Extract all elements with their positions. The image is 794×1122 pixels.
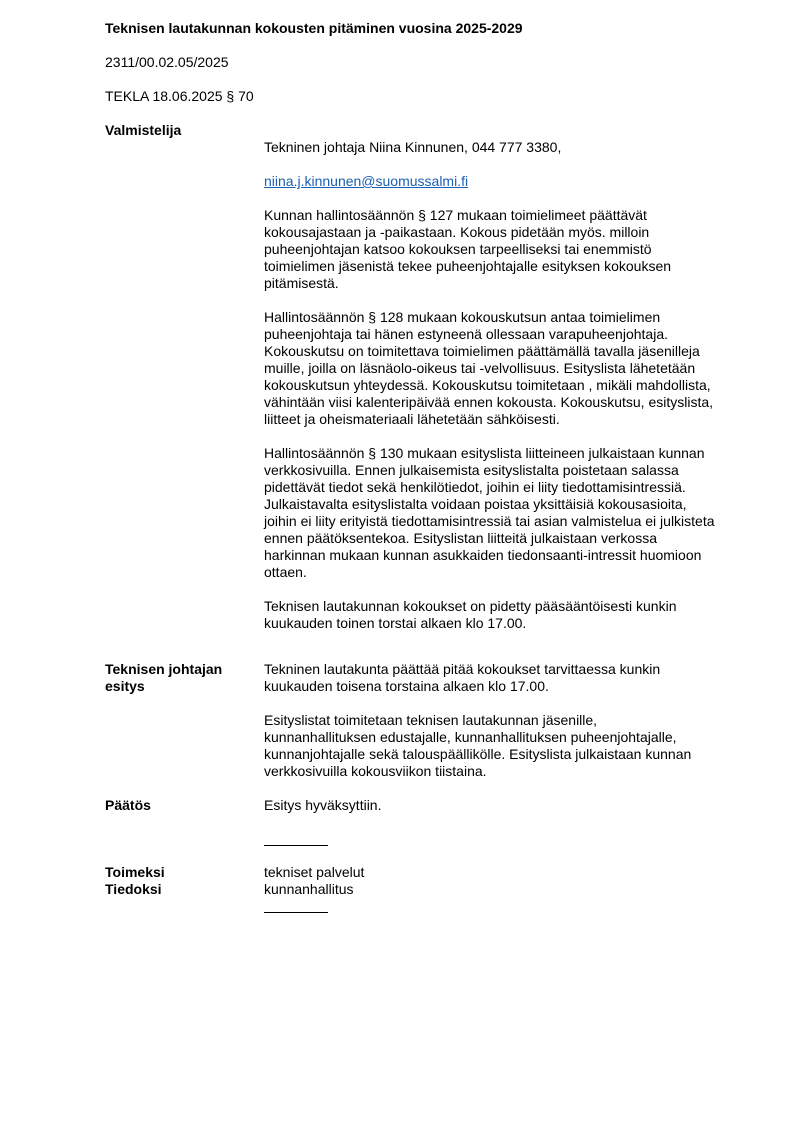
info-recipient: kunnanhallitus [264, 881, 354, 897]
proposal-label-line-1: Teknisen johtajan [105, 661, 223, 677]
action-label: Toimeksi [105, 864, 165, 880]
meeting-reference: TEKLA 18.06.2025 § 70 [105, 88, 254, 104]
preparer-section [264, 122, 744, 632]
distribution-labels [105, 864, 255, 898]
preparer-paragraph-2: Hallintosäännön § 128 mukaan kokouskutsun antaa toimielimen puheenjohtaja tai hänen estyneenä ollessaan varapuheenjohtaja. Kokouskutsu on toimitettava toimielimen päättämällä tavalla jäsenilleja muille, joilla on läsnäolo-oikeus tai -velvollisuus. Esityslista lähetetään kokouskutsun yhteydessä. Kokouskutsu toimitetaan , mikäli mahdollista, vähintään viisi kalenteripäivää ennen kokousta. Kokouskutsu, esityslista, liitteet ja oheismateriaali lähetetään sähköisesti. [264, 309, 714, 427]
distribution-values [264, 864, 744, 898]
preparer-contact: Tekninen johtaja Niina Kinnunen, 044 777 3380, [264, 139, 562, 155]
proposal-section [264, 661, 744, 780]
decision-text: Esitys hyväksyttiin. [264, 797, 382, 813]
preparer-paragraph-4: Teknisen lautakunnan kokoukset on pidetty pääsääntöisesti kunkin kuukauden toinen torstai alkaen klo 17.00. [264, 598, 677, 631]
document-title: Teknisen lautakunnan kokousten pitäminen vuosina 2025-2029 [105, 20, 523, 36]
info-label: Tiedoksi [105, 881, 162, 897]
proposal-paragraph-1: Tekninen lautakunta päättää pitää kokoukset tarvittaessa kunkin kuukauden toisena torstaina alkaen klo 17.00. [264, 661, 661, 694]
record-number: 2311/00.02.05/2025 [105, 54, 229, 70]
separator-line [264, 845, 328, 846]
proposal-label [105, 661, 255, 695]
proposal-paragraph-2: Esityslistat toimitetaan teknisen lautakunnan jäsenille, kunnanhallituksen edustajalle, kunnanhallituksen puheenjohtajalle, kunnanjohtajalle sekä talouspäällikölle. Esityslista julkaistaan kunnan verkkosivuilla kokousviikon tiistaina. [264, 712, 692, 779]
preparer-paragraph-1: Kunnan hallintosäännön § 127 mukaan toimielimeet päättävät kokousajastaan ja -paikastaan. Kokous pidetään myös. milloin puheenjohtajan katsoo kokouksen tarpeelliseksi tai enemmistö toimielimen jäsenistä tekee puheenjohtajalle esityksen kokouksen pitämisestä. [264, 207, 672, 291]
preparer-paragraph-3: Hallintosäännön § 130 mukaan esityslista liitteineen julkaistaan kunnan verkkosivuilla. Ennen julkaisemista esityslistalta poistetaan salassa pidettävät tiedot sekä henkilötiedot, joihin ei liity tiedottamisintressiä. Julkaistavalta esityslistalta voidaan poistaa yksittäisiä kokousasioita, joihin ei liity erityistä tiedottamisintressiä tai asian valmistelua ei julkisteta ennen päätöksentekoa. Esityslistan liitteitä julkaistaan verkossa harkinnan mukaan kunnan asukkaiden tiedonsaanti-intressit huomioon ottaen. [264, 445, 715, 580]
proposal-label-line-2: esitys [105, 678, 145, 694]
decision-label: Päätös [105, 797, 151, 813]
separator-line [264, 912, 328, 913]
preparer-label: Valmistelija [105, 122, 182, 138]
preparer-email-link[interactable]: niina.j.kinnunen@suomussalmi.fi [264, 173, 469, 189]
action-recipient: tekniset palvelut [264, 864, 365, 880]
